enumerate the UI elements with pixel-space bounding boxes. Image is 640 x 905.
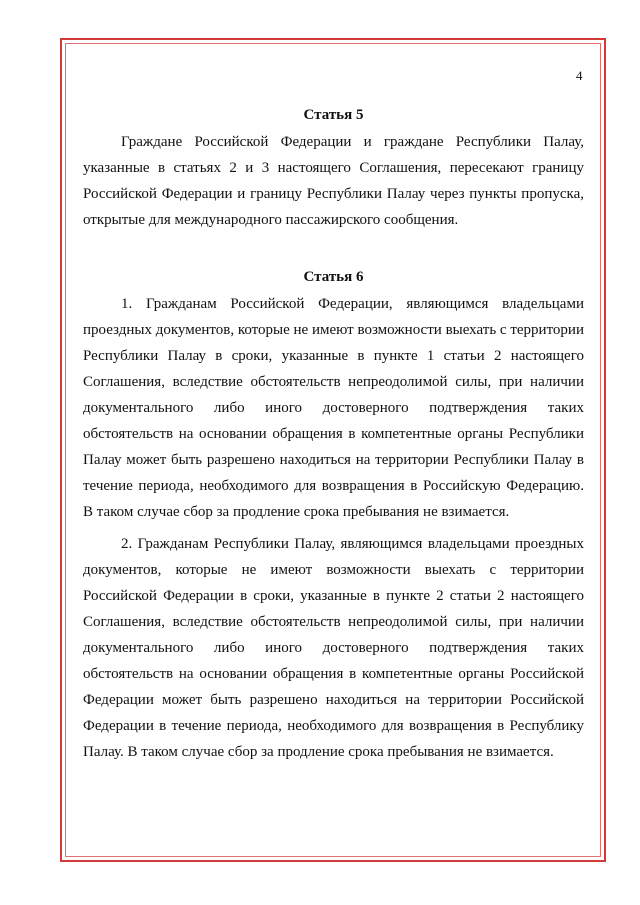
article-6-paragraph-2: 2. Гражданам Республики Палау, являющимся владельцами проездных документов, которые не имеют возможности выехать с территории Российской Федерации в сроки, указанные в пункте 2 статьи 2 настоящего Соглашения, вследствие обстоятельств непреодолимой силы, при наличии документального либо иного достоверного подтверждения таких обстоятельств на основании обращения в компетентные органы Российской Федерации может быть разрешено находиться на территории Российской Федерации в течение периода, необходимого для возвращения в Республику Палау. В таком случае сбор за продление срока пребывания не взимается. <box>83 536 584 760</box>
article-6-paragraph-1: 1. Гражданам Российской Федерации, являющимся владельцами проездных документов, которые не имеют возможности выехать с территории Республики Палау в сроки, указанные в пункте 1 статьи 2 настоящего Соглашения, вследствие обстоятельств непреодолимой силы, при наличии документального либо иного достоверного подтверждения таких обстоятельств на основании обращения в компетентные органы Республики Палау может быть разрешено находиться на территории Республики Палау в течение периода, необходимого для возвращения в Российскую Федерацию. В таком случае сбор за продление срока пребывания не взимается. <box>83 296 584 520</box>
page-number: 4 <box>576 68 583 83</box>
document-body <box>83 105 584 765</box>
article-6-heading: Статья 6 <box>303 269 364 285</box>
article-5-heading: Статья 5 <box>303 107 364 123</box>
article-5-paragraph: Граждане Российской Федерации и граждане Республики Палау, указанные в статьях 2 и 3 настоящего Соглашения, пересекают границу Российской Федерации и границу Республики Палау через пункты пропуска, открытые для международного пассажирского сообщения. <box>83 134 584 228</box>
section-gap <box>83 233 584 263</box>
